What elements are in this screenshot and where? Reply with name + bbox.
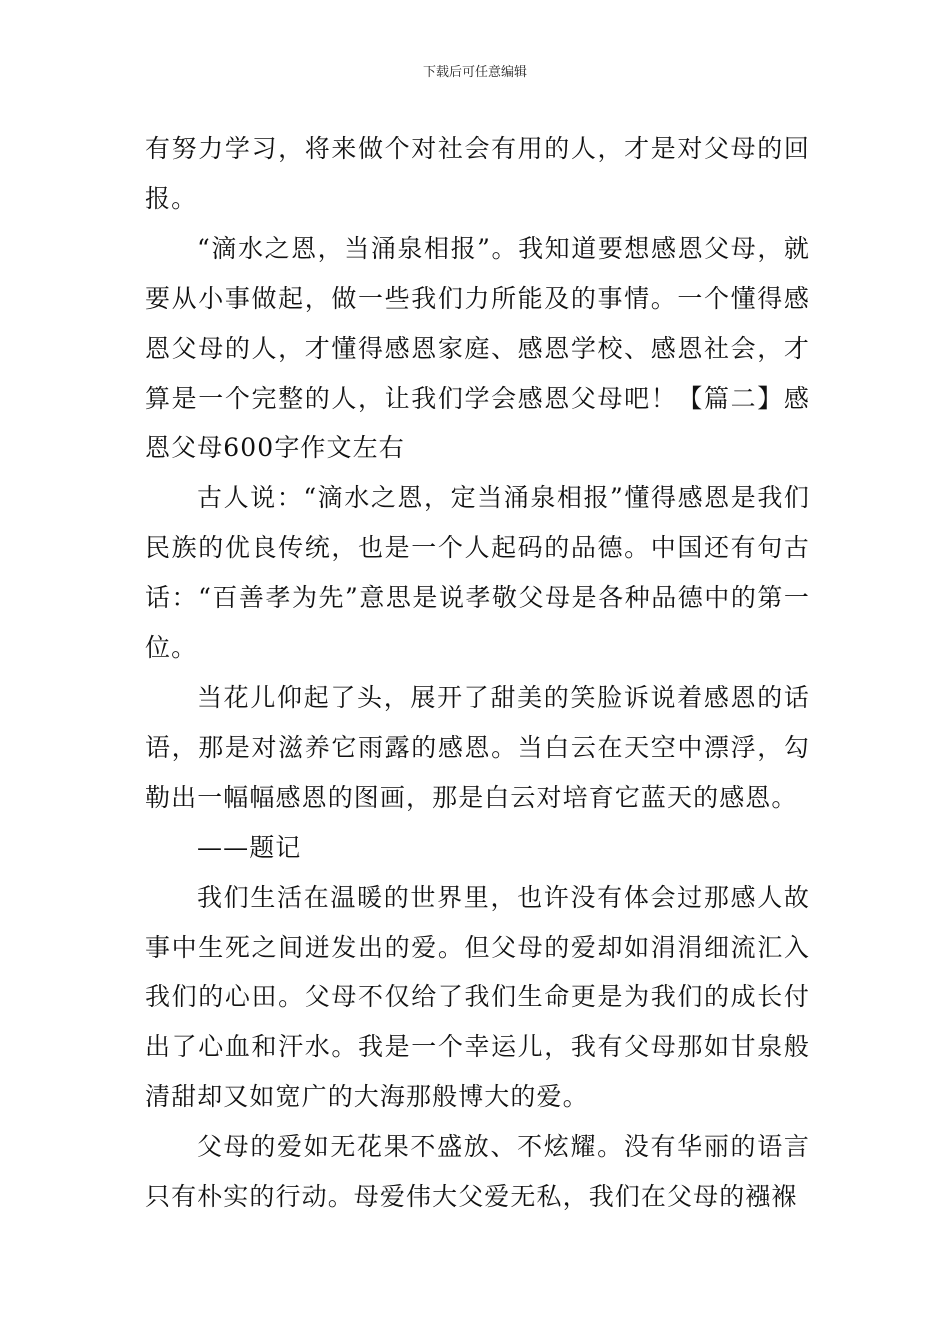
paragraph-3: 古人说：“滴水之恩，定当涌泉相报”懂得感恩是我们民族的优良传统，也是一个人起码的品德。中国还有句古话：“百善孝为先”意思是说孝敬父母是各种品德中的第一位。 bbox=[145, 483, 810, 663]
page-header: 下载后可任意编辑 bbox=[422, 65, 527, 80]
paragraph-1: 有努力学习，将来做个对社会有用的人，才是对父母的回报。 bbox=[145, 134, 810, 213]
paragraph-5: 我们生活在温暖的世界里，也许没有体会过那感人故事中生死之间迸发出的爱。但父母的爱却如涓涓细流汇入我们的心田。父母不仅给了我们生命更是为我们的成长付出了心血和汗水。我是一个幸运儿，我有父母那如甘泉般清甜却又如宽广的大海那般博大的爱。 bbox=[145, 882, 810, 1112]
paragraph-inscription: ——题记 bbox=[197, 832, 302, 862]
paragraph-6: 父母的爱如无花果不盛放、不炫耀。没有华丽的语言只有朴实的行动。母爱伟大父爱无私，我们在父母的襁褓 bbox=[145, 1132, 810, 1212]
paragraph-4: 当花儿仰起了头，展开了甜美的笑脸诉说着感恩的话语，那是对滋养它雨露的感恩。当白云在天空中漂浮，勾勒出一幅幅感恩的图画，那是白云对培育它蓝天的感恩。 bbox=[145, 682, 810, 812]
document-body bbox=[145, 124, 810, 1222]
paragraph-2: “滴水之恩，当涌泉相报”。我知道要想感恩父母，就要从小事做起，做一些我们力所能及的事情。一个懂得感恩父母的人，才懂得感恩家庭、感恩学校、感恩社会，才算是一个完整的人，让我们学会感恩父母吧！【篇二】感恩父母600字作文左右 bbox=[145, 233, 810, 463]
